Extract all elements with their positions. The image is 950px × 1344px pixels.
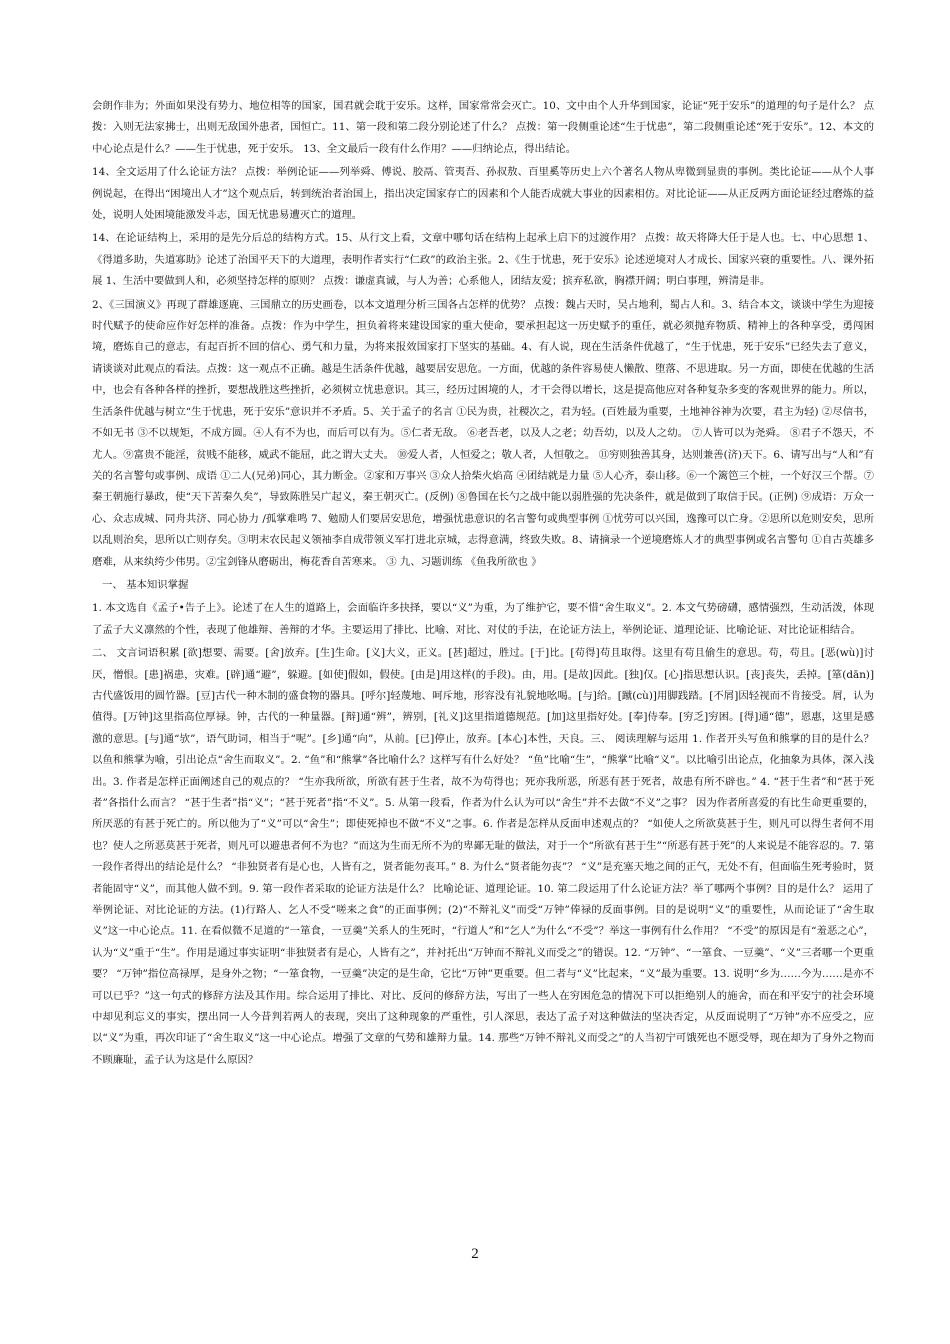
section-heading-basic-knowledge: 一、 基本知识掌握: [102, 578, 189, 591]
paragraph-2: 14、全文运用了什么论证方法？ 点拨：举例论证——列举舜、傅说、胶鬲、管夷吾、孙叔敖、百里奚等历史上六个著名人物从卑微到显贵的事例。类比论证——从个人事例说起，在得出“困境出人才”这个观点后，转到统治者治国上，指出决定国家存亡的因素和个人能否成就大事业的因素相仿。对比论证——从正反两方面论证经过磨炼的益处，说明人处困境能激发斗志，国无忧患易遭灭亡的道理。: [92, 166, 874, 222]
paragraph-5: 1. 本文选自《孟子•告子上》。论述了在人生的道路上，会面临许多抉择，要以“义”为重，为了维护它，要不惜“舍生取义”。2. 本文气势磅礴，感情强烈，生动活泼，体现了孟子大义凛然的个性，表现了他雄辩、善辩的才华。主要运用了排比、比喻、对比、对仗的手法，在论证方法上，举例论证、道理论证、比喻论证、对比论证相结合。: [92, 602, 874, 636]
paragraph-3: 14、在论证结构上，采用的是先分后总的结构方式。15、从行文上看，文章中哪句话在结构上起承上启下的过渡作用？ 点拨：故天将降大任于是人也。七、中心思想 1、《得道多助，失道寡助》论述了治国平天下的大道理，表明作者实行“仁政”的政治主张。2、《生于忧患，死于安乐》论述逆境对人才成长、国家兴衰的重要性。八、课外拓展 1、生活中要做到人和，必须坚持怎样的原则？ 点拨：谦虚真诚，与人为善；心系他人，团结友爱；摈弃私欲，胸襟开阔；明白事理，辨清是非。: [92, 232, 874, 288]
paragraph-6: 二、 文言词语积累 [欲]想要、需要。[舍]放弃。[生]生命。[义]大义，正义。[甚]超过，胜过。[于]比。[苟得]苟且取得。这里有苟且偷生的意思。苟，苟且。[恶(wù)]讨厌，憎恨。[患]祸患，灾难。[辟]通“避”，躲避。[如使]假如，假使。[由是]用这样(的手段)。由，用。[是故]因此。[独]仅。[心]指思想认识。[丧]丧失，丢掉。[箪(dān)]古代盛饭用的圆竹器。[豆]古代一种木制的盛食物的器具。[呼尔]轻蔑地、呵斥地，形容没有礼貌地吆喝。[与]给。[蹴(cù)]用脚践踏。[不屑]因轻视而不肯接受。屑，认为值得。[万钟]这里指高位厚禄。钟，古代的一种量器。[辩]通“辨”，辨别，[礼义]这里指道德规范。[加]这里指好处。[奉]侍奉。[穷乏]穷困。[得]通“德”，恩惠，这里是感激的意思。[与]通“欤”，语气助词，相当于“呢”。[乡]通“向”，从前。[已]停止，放弃。[本心]本性，天良。三、 阅读理解与运用 1. 作者开头写鱼和熊掌的目的是什么？ 以鱼和熊掌为喻，引出论点“舍生而取义”。2. “鱼”和“熊掌”各比喻什么？这样写有什么好处？ “鱼”比喻“生”，“熊掌”比喻“义”。以比喻引出论点，化抽象为具体，深入浅出。3. 作者是怎样正面阐述自己的观点的？ “生亦我所欲，所欲有甚于生者，故不为苟得也；死亦我所恶，所恶有甚于死者，故患有所不辟也。” 4. “甚于生者”和“甚于死者”各指什么而言？ “甚于生者”指“义”；“甚于死者”指“不义”。5. 从第一段看，作者为什么认为可以“舍生”并不去做“不义”之事？ 因为作者所喜爱的有比生命更重要的，所厌恶的有甚于死亡的。所以他为了“义”可以“舍生”；即使死掉也不做“不义”之事。6. 作者是怎样从反面申述观点的？ “如使人之所欲莫甚于生，则凡可以得生者何不用也？使人之所恶莫甚于死者，则凡可以避患者何不为也？”而这为生而无所不为的卑鄙无耻的做法，对于一个“所欲有甚于生”“所恶有甚于死”的人来说是不能容忍的。7. 第一段作者得出的结论是什么？ “非独贤者有是心也，人皆有之，贤者能勿丧耳。” 8. 为什么“贤者能勿丧”？ “义”是充塞天地之间的正气，无处不有，但面临生死考验时，贤者能固守“义”，而其他人做不到。9. 第一段作者采取的论证方法是什么？ 比喻论证、道理论证。10. 第二段运用了什么论证方法？举了哪两个事例？目的是什么？ 运用了举例论证、对比论证的方法。(1)行路人、乞人不受“嗟来之食”的正面事例；(2)“不辩礼义”而受“万钟”俸禄的反面事例。目的是说明“义”的重要性，从而论证了“舍生取义”这一中心论点。11. 在看似微不足道的“一箪食，一豆羹”关系人的生死时，“行道人”和“乞人”为什么“不受”？举这一事例有什么作用？ “不受”的原因是有“羞恶之心”，认为“义”重于“生”。作用是通过事实证明“非独贤者有是心，人皆有之”，并衬托出“万钟而不辩礼义而受之”的错误。12. “万钟”、“一箪食、一豆羹”、“义”三者哪一个更重要？ “万钟”指位高禄厚，是身外之物；“一箪食物，一豆羹”决定的是生命，它比“万钟”更重要。但二者与“义”比起来，“义”最为重要。13. 说明“乡为……今为……是亦不可以已乎？”这一句式的修辞方法及其作用。综合运用了排比、对比、反问的修辞方法，写出了一些人在穷困危急的情况下可以拒绝别人的施舍，而在和平安宁的社会环境中却见利忘义的事实，摆出同一人今昔判若两人的表现，突出了这种现象的严重性，引人深思，表达了孟子对这种做法的坚决否定，从反面说明了“万钟”亦不应受之，应以“义”为重，再次印证了“舍生取义”这一中心论点。增强了文章的气势和雄辩力量。14. 那些“万钟不辩礼义而受之”的人当初宁可饿死也不愿受辱，现在却为了身外之物而不顾廉耻，孟子认为这是什么原因？: [92, 647, 874, 1066]
paragraph-1: 会朗作非为；外面如果没有势力、地位相等的国家，国君就会耽于安乐。这样，国家常常会灭亡。10、文中由个人升华到国家，论证“死于安乐”的道理的句子是什么？ 点拨：入则无法家拂士，出则无敌国外患者，国恒亡。11、第一段和第二段分别论述了什么？ 点拨：第一段侧重论述“生于忧患”，第二段侧重论述“死于安乐”。12、本文的中心论点是什么？——生于忧患，死于安乐。 13、全文最后一段有什么作用？——归纳论点，得出结论。: [92, 100, 874, 155]
page-number: 2: [471, 1246, 479, 1262]
paragraph-4: 2、《三国演义》再现了群雄逐鹿、三国鼎立的历史画卷，以本文道理分析三国各占怎样的优势？ 点拨：魏占天时，吴占地利，蜀占人和。3、结合本文，谈谈中学生为迎接时代赋予的使命应作好怎样的准备。点拨：作为中学生，担负着将来建设国家的重大使命，要承担起这一历史赋予的重任，就必须抛弃物质、精神上的各种享受，勇闯困境，磨炼自己的意志，有起百折不回的信心、勇气和力量，为将来报效国家打下坚实的基础。4、有人说，现在生活条件优越了，“生于忧患，死于安乐”已经失去了意义，请谈谈对此观点的看法。点拨：这一观点不正确。越是生活条件优越，越要居安思危。一方面，优越的条件容易使人懒散、堕落、不思进取。另一方面，即使在优越的生活中，也会有各种各样的挫折，要想战胜这些挫折，必须树立忧患意识。其三，经历过困境的人，才干会得以增长，这是提高他应对各种复杂多变的客观世界的能力。所以，生活条件优越与树立“生于忧患，死于安乐”意识并不矛盾。5、关于孟子的名言 ①民为贵，社稷次之，君为轻。(百姓最为重要，土地神谷神为次要，君主为轻) ②尽信书，不如无书 ③不以规矩，不成方圆。④人有不为也，而后可以有为。⑤仁者无敌。 ⑥老吾老，以及人之老；幼吾幼，以及人之幼。 ⑦人皆可以为尧舜。 ⑧君子不怨天，不尤人。⑨富贵不能淫，贫贱不能移，威武不能屈，此之谓大丈夫。 ⑩爱人者，人恒爱之；敬人者，人恒敬之。 ⑪穷则独善其身，达则兼善(济)天下。6、请写出与“人和”有关的名言警句或事例、成语 ①二人(兄弟)同心，其力断金。②家和万事兴 ③众人拾柴火焰高 ④团结就是力量 ⑤人心齐，泰山移。⑥一个篱笆三个桩，一个好汉三个帮。⑦秦王朝施行暴政，使“天下苦秦久矣”，导致陈胜吴广起义，秦王朝灭亡。(反例) ⑧鲁国在长勺之战中能以弱胜强的先决条件，就是做到了取信于民。(正例) ⑨成语：万众一心、众志成城、同舟共济、同心协力 /孤掌难鸣 7、勉励人们要居安思危，增强忧患意识的名言警句或典型事例 ①忧劳可以兴国，逸豫可以亡身。②思所以危则安矣，思所以乱则治矣，思所以亡则存矣。③明末农民起义领袖李自成带领义军打进北京城，志得意满，终致失败。8、请摘录一个逆境磨炼人才的典型事例或名言警句 ①自古英雄多磨难，从来纨绔少伟男。②宝剑锋从磨砺出，梅花香自苦寒来。 ③ 九、习题训练 《鱼我所欲也 》: [92, 298, 874, 568]
